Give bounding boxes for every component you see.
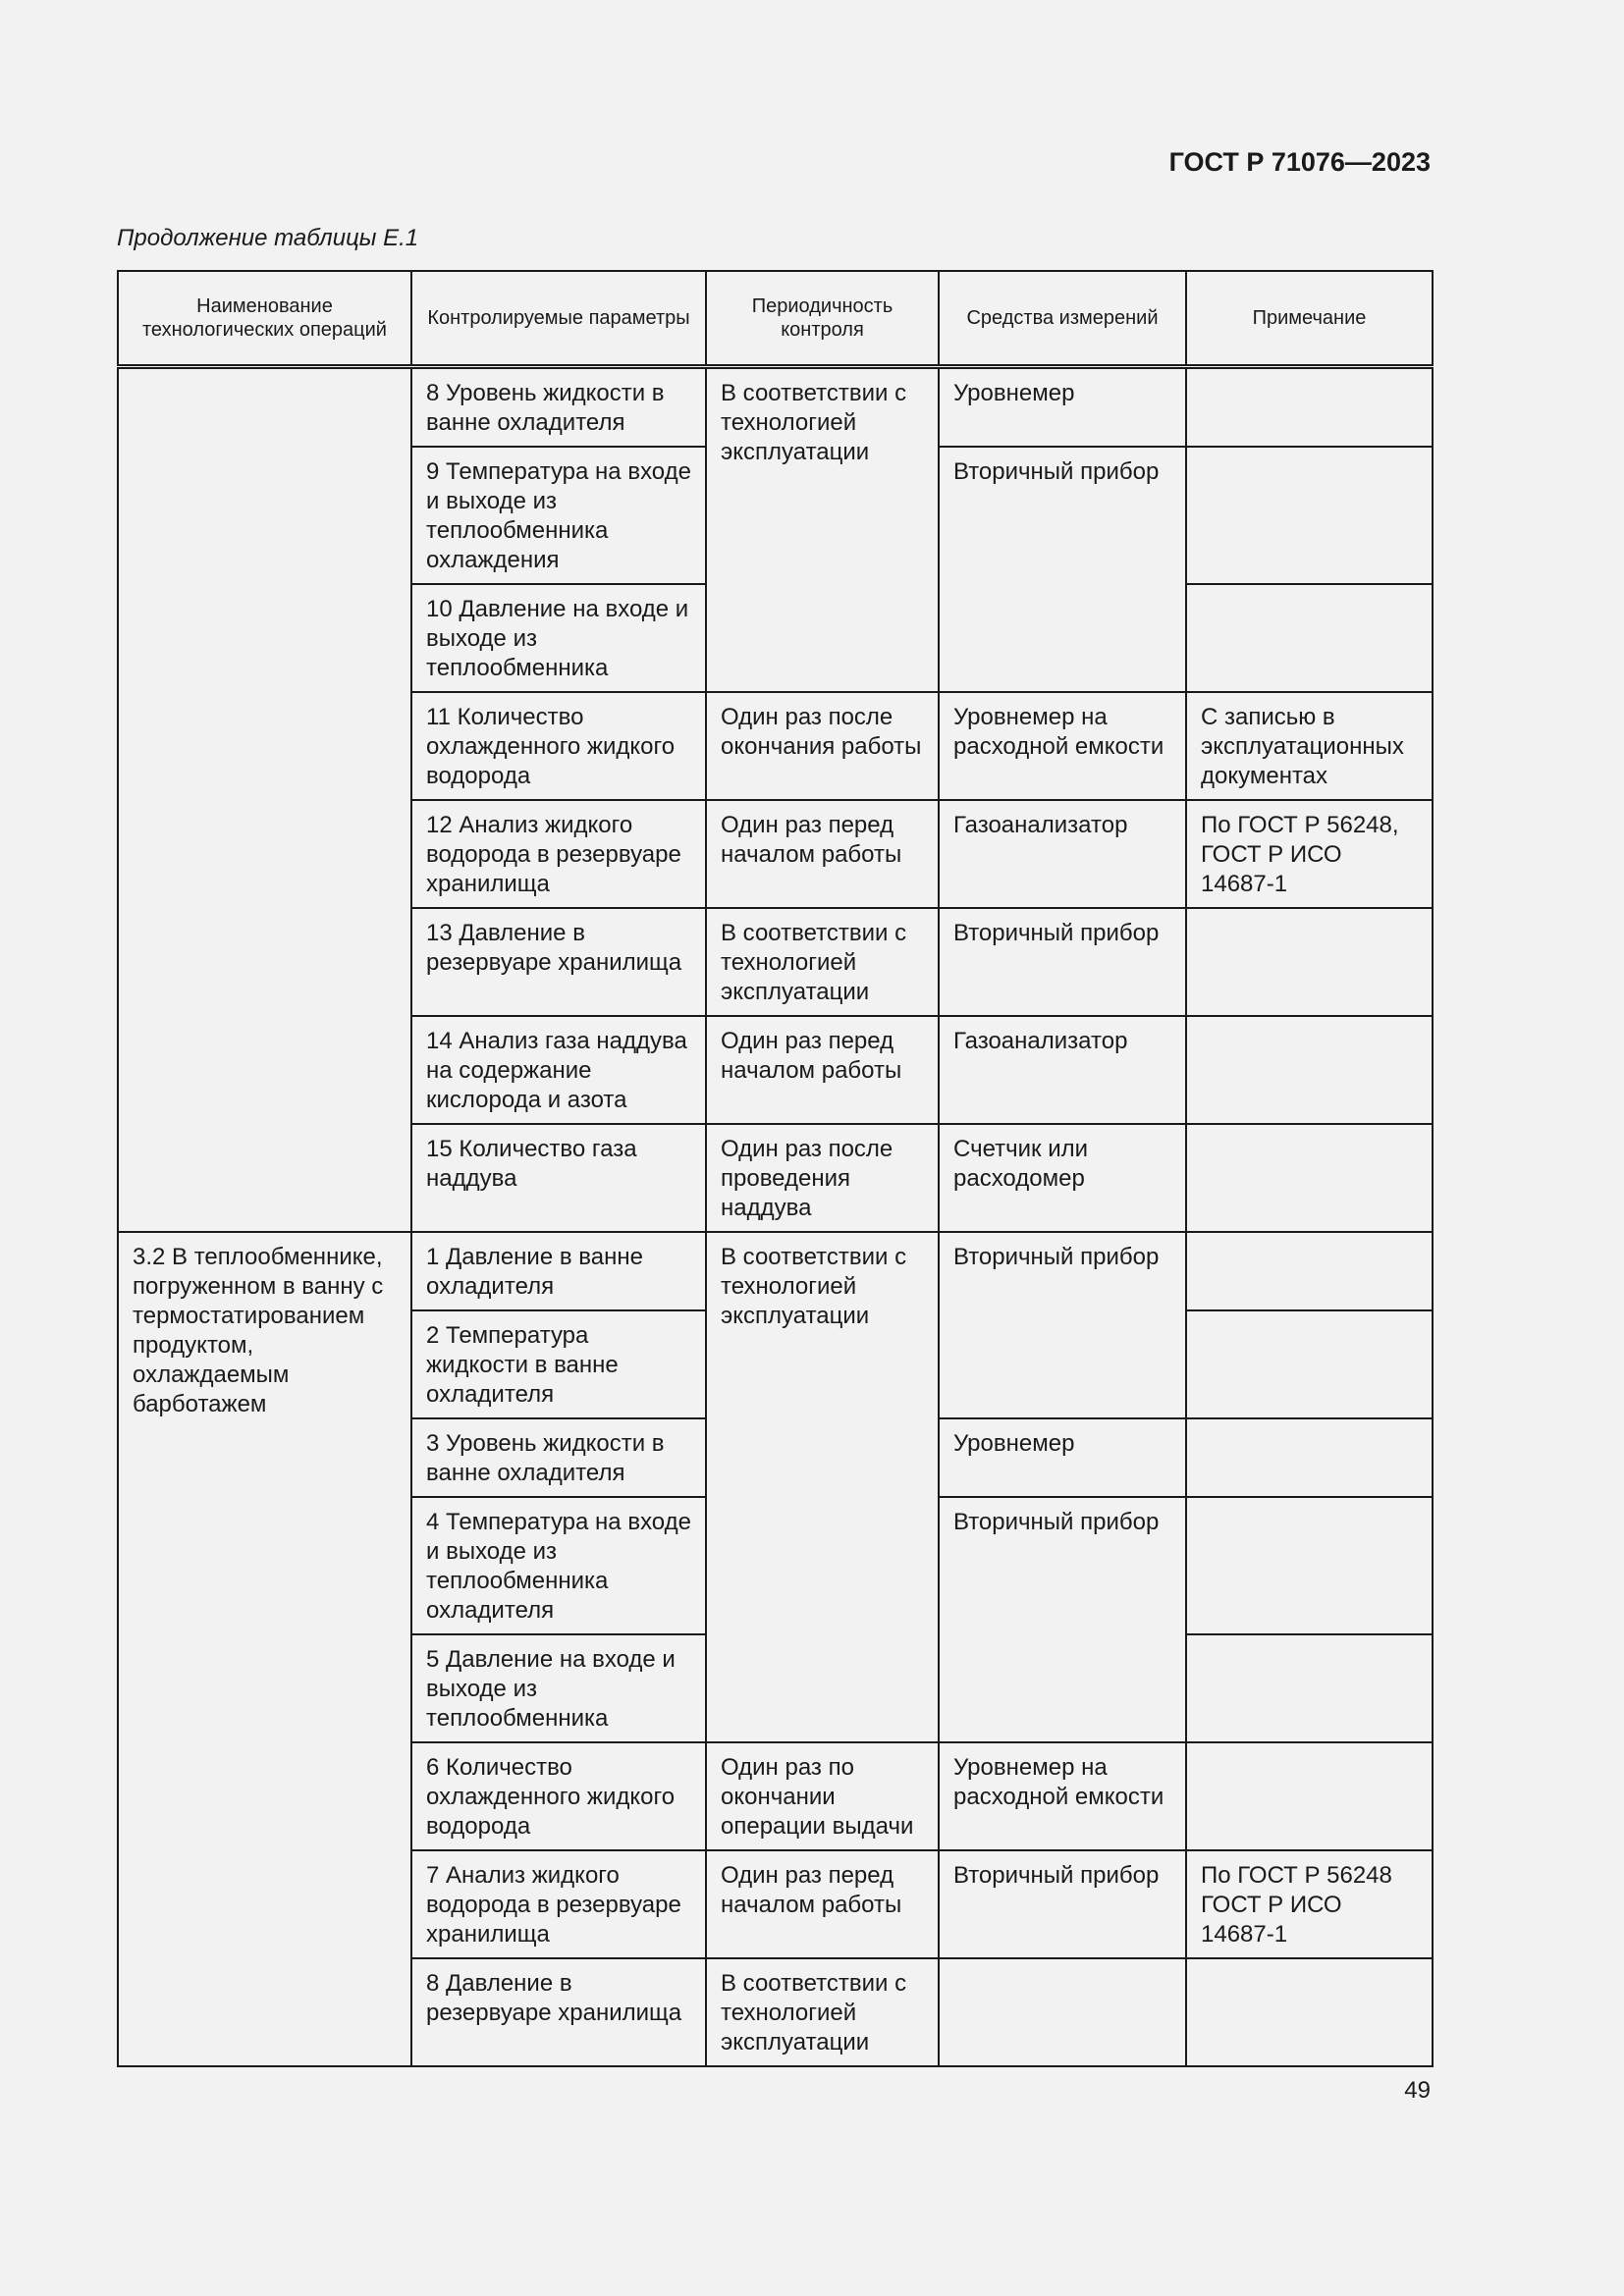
note-cell — [1186, 1124, 1433, 1232]
periodicity-cell: Один раз после окончания работы — [706, 692, 939, 800]
instrument-cell: Вторичный прибор — [939, 908, 1186, 1016]
periodicity-cell: В соответствии с технологией эксплуатации — [706, 367, 939, 693]
column-header-parameters: Контролируемые параметры — [411, 271, 706, 367]
parameter-cell: 13 Давление в резервуаре хранилища — [411, 908, 706, 1016]
table-header-row — [118, 271, 1433, 367]
instrument-cell: Счетчик или расходомер — [939, 1124, 1186, 1232]
note-cell — [1186, 1310, 1433, 1418]
parameter-cell: 5 Давление на входе и выходе из теплообменника — [411, 1634, 706, 1742]
note-cell — [1186, 447, 1433, 584]
instrument-cell: Вторичный прибор — [939, 1850, 1186, 1958]
parameter-cell: 9 Температура на входе и выходе из теплообменника охлаждения — [411, 447, 706, 584]
periodicity-cell: В соответствии с технологией эксплуатации — [706, 1232, 939, 1742]
operation-cell: 3.2 В теплообменнике, погруженном в ванну с термостатированием продуктом, охлаждаемым барботажем — [118, 1232, 411, 2066]
parameter-cell: 3 Уровень жидкости в ванне охладителя — [411, 1418, 706, 1497]
parameter-cell: 7 Анализ жидкого водорода в резервуаре хранилища — [411, 1850, 706, 1958]
control-table — [117, 270, 1434, 2067]
instrument-cell: Вторичный прибор — [939, 447, 1186, 692]
note-cell — [1186, 1742, 1433, 1850]
instrument-cell: Газоанализатор — [939, 800, 1186, 908]
parameter-cell: 12 Анализ жидкого водорода в резервуаре хранилища — [411, 800, 706, 908]
parameter-cell: 14 Анализ газа наддува на содержание кислорода и азота — [411, 1016, 706, 1124]
table-row — [118, 1232, 1433, 1310]
note-cell — [1186, 1418, 1433, 1497]
document-code: ГОСТ Р 71076—2023 — [1168, 147, 1431, 177]
parameter-cell: 8 Давление в резервуаре хранилища — [411, 1958, 706, 2066]
parameter-cell: 11 Количество охлажденного жидкого водорода — [411, 692, 706, 800]
parameter-cell: 6 Количество охлажденного жидкого водорода — [411, 1742, 706, 1850]
parameter-cell: 4 Температура на входе и выходе из теплообменника охладителя — [411, 1497, 706, 1634]
column-header-periodicity: Периодичность контроля — [706, 271, 939, 367]
column-header-note: Примечание — [1186, 271, 1433, 367]
note-cell: С записью в эксплуатационных документах — [1186, 692, 1433, 800]
instrument-cell: Уровнемер на расходной емкости — [939, 1742, 1186, 1850]
note-cell — [1186, 1016, 1433, 1124]
instrument-cell: Уровнемер на расходной емкости — [939, 692, 1186, 800]
instrument-cell: Уровнемер — [939, 1418, 1186, 1497]
periodicity-cell: В соответствии с технологией эксплуатации — [706, 1958, 939, 2066]
note-cell — [1186, 367, 1433, 448]
note-cell — [1186, 584, 1433, 692]
note-cell — [1186, 1958, 1433, 2066]
periodicity-cell: Один раз после проведения наддува — [706, 1124, 939, 1232]
parameter-cell: 2 Температура жидкости в ванне охладителя — [411, 1310, 706, 1418]
periodicity-cell: Один раз перед началом работы — [706, 1016, 939, 1124]
parameter-cell: 15 Количество газа наддува — [411, 1124, 706, 1232]
note-cell — [1186, 908, 1433, 1016]
note-cell: По ГОСТ Р 56248, ГОСТ Р ИСО 14687-1 — [1186, 800, 1433, 908]
table-caption: Продолжение таблицы Е.1 — [117, 225, 419, 251]
page-number: 49 — [1404, 2077, 1431, 2104]
periodicity-cell: Один раз перед началом работы — [706, 800, 939, 908]
note-cell — [1186, 1497, 1433, 1634]
periodicity-cell: Один раз по окончании операции выдачи — [706, 1742, 939, 1850]
instrument-cell: Уровнемер — [939, 367, 1186, 448]
instrument-cell: Вторичный прибор — [939, 1232, 1186, 1418]
column-header-instruments: Средства измерений — [939, 271, 1186, 367]
note-cell — [1186, 1634, 1433, 1742]
note-cell: По ГОСТ Р 56248 ГОСТ Р ИСО 14687-1 — [1186, 1850, 1433, 1958]
note-cell — [1186, 1232, 1433, 1310]
periodicity-cell: В соответствии с технологией эксплуатации — [706, 908, 939, 1016]
periodicity-cell: Один раз перед началом работы — [706, 1850, 939, 1958]
parameter-cell: 8 Уровень жидкости в ванне охладителя — [411, 367, 706, 448]
column-header-operation: Наименование технологических операций — [118, 271, 411, 367]
operation-cell — [118, 367, 411, 1233]
table-row — [118, 367, 1433, 448]
instrument-cell: Газоанализатор — [939, 1016, 1186, 1124]
instrument-cell: Вторичный прибор — [939, 1497, 1186, 1742]
instrument-cell — [939, 1958, 1186, 2066]
parameter-cell: 1 Давление в ванне охладителя — [411, 1232, 706, 1310]
parameter-cell: 10 Давление на входе и выходе из теплообменника — [411, 584, 706, 692]
